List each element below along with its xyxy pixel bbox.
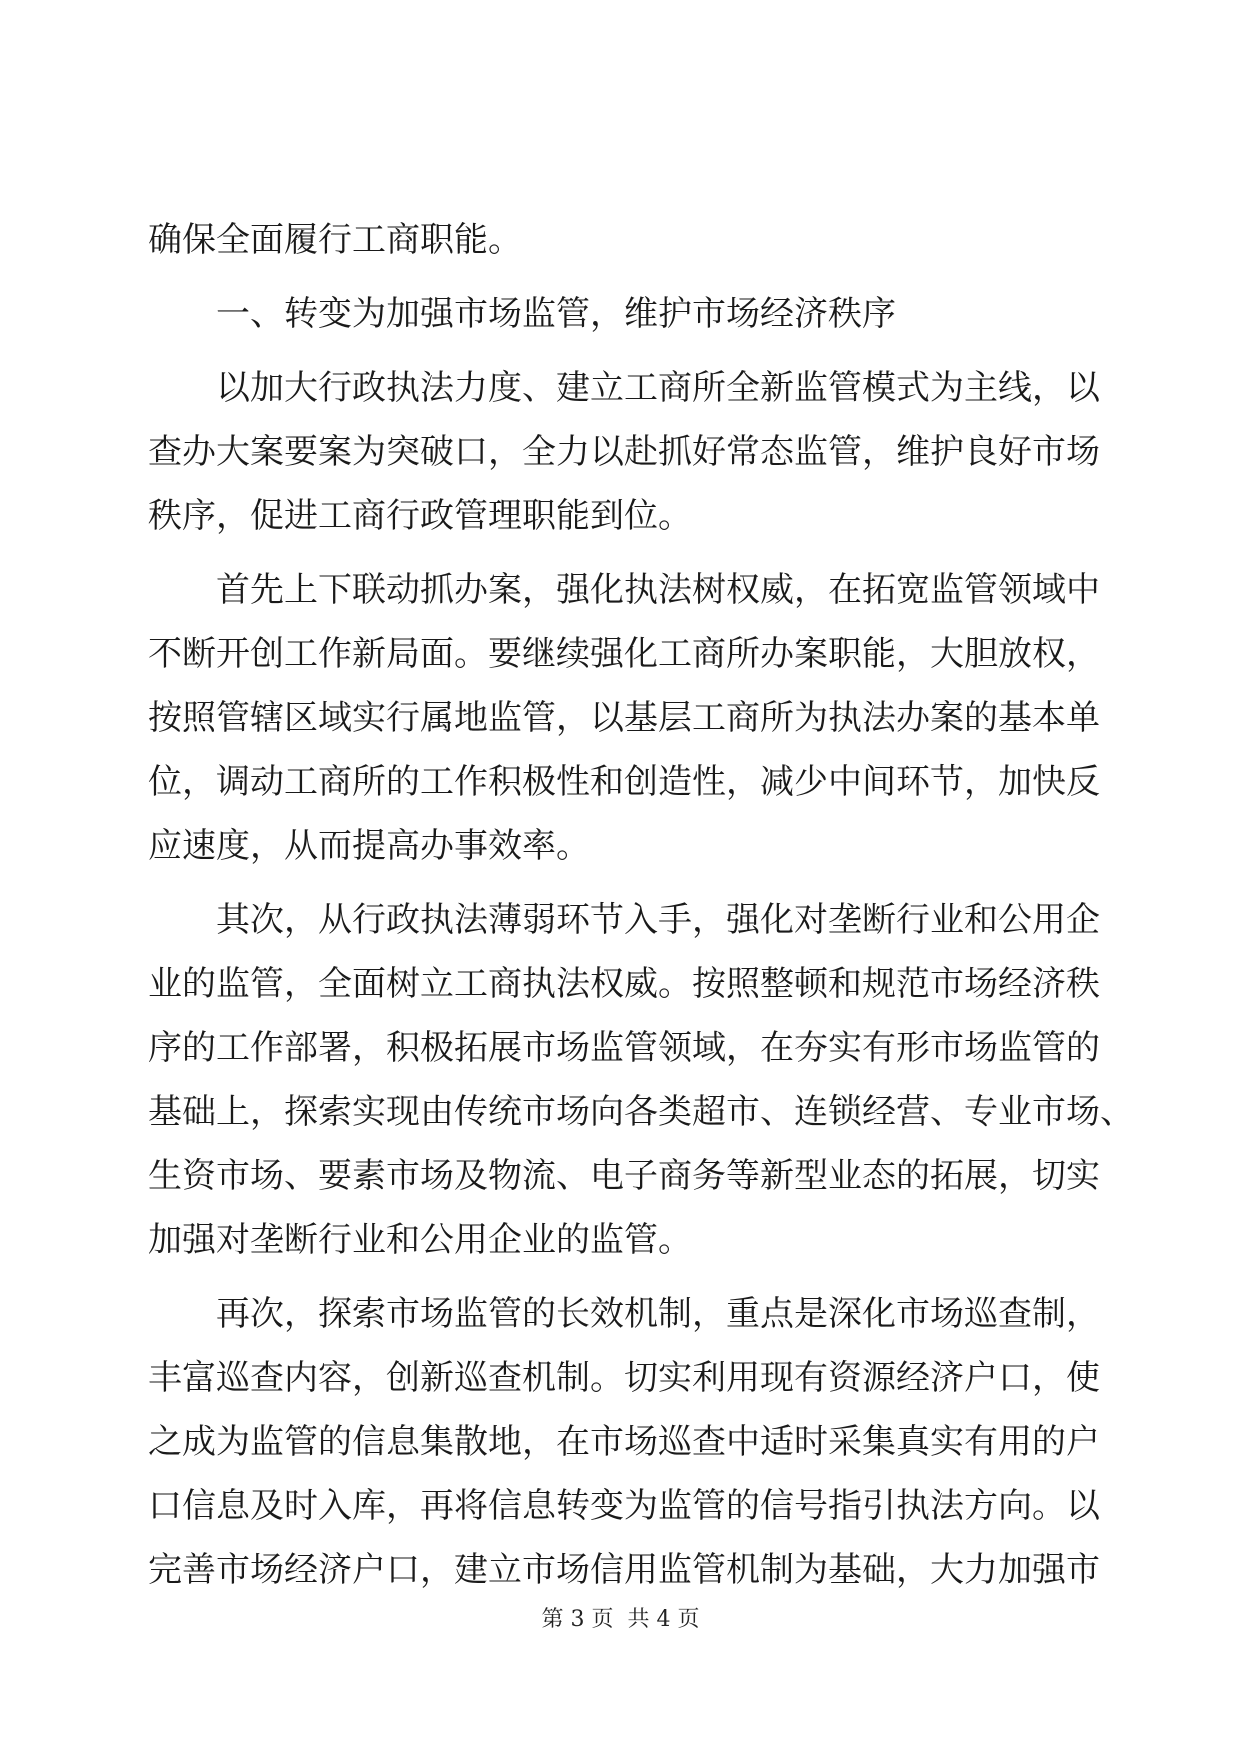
paragraph-line: 应速度，从而提高办事效率。: [148, 826, 590, 866]
paragraph-line: 生资市场、要素市场及物流、电子商务等新型业态的拓展，切实: [148, 1156, 1100, 1196]
page-number: 第 3 页: [541, 1607, 614, 1632]
paragraph-line: 基础上，探索实现由传统市场向各类超市、连锁经营、专业市场、: [148, 1092, 1134, 1132]
section-heading: 一、转变为加强市场监管，维护市场经济秩序: [216, 294, 896, 334]
paragraph-line: 完善市场经济户口，建立市场信用监管机制为基础，大力加强市: [148, 1550, 1100, 1590]
paragraph-line: 加强对垄断行业和公用企业的监管。: [148, 1220, 692, 1260]
paragraph-line: 再次，探索市场监管的长效机制，重点是深化市场巡查制，: [216, 1294, 1100, 1334]
paragraph-line: 其次，从行政执法薄弱环节入手，强化对垄断行业和公用企: [216, 900, 1100, 940]
paragraph-line: 首先上下联动抓办案，强化执法树权威，在拓宽监管领域中: [216, 570, 1100, 610]
paragraph-line: 业的监管，全面树立工商执法权威。按照整顿和规范市场经济秩: [148, 964, 1100, 1004]
paragraph-line: 位，调动工商所的工作积极性和创造性，减少中间环节，加快反: [148, 762, 1100, 802]
paragraph-line: 秩序，促进工商行政管理职能到位。: [148, 496, 692, 536]
paragraph-line: 以加大行政执法力度、建立工商所全新监管模式为主线，以: [216, 368, 1100, 408]
paragraph-line: 确保全面履行工商职能。: [148, 220, 522, 260]
document-body: [148, 208, 1134, 1602]
paragraph-line: 之成为监管的信息集散地，在市场巡查中适时采集真实有用的户: [148, 1422, 1100, 1462]
paragraph-line: 口信息及时入库，再将信息转变为监管的信号指引执法方向。以: [148, 1486, 1100, 1526]
paragraph-line: 丰富巡查内容，创新巡查机制。切实利用现有资源经济户口，使: [148, 1358, 1100, 1398]
paragraph-line: 不断开创工作新局面。要继续强化工商所办案职能，大胆放权，: [148, 634, 1100, 674]
paragraph-line: 查办大案要案为突破口，全力以赴抓好常态监管，维护良好市场: [148, 432, 1100, 472]
paragraph-line: 序的工作部署，积极拓展市场监管领域，在夯实有形市场监管的: [148, 1028, 1100, 1068]
page-footer: [0, 1605, 1241, 1635]
page-total: 共 4 页: [627, 1607, 700, 1632]
paragraph-line: 按照管辖区域实行属地监管，以基层工商所为执法办案的基本单: [148, 698, 1100, 738]
